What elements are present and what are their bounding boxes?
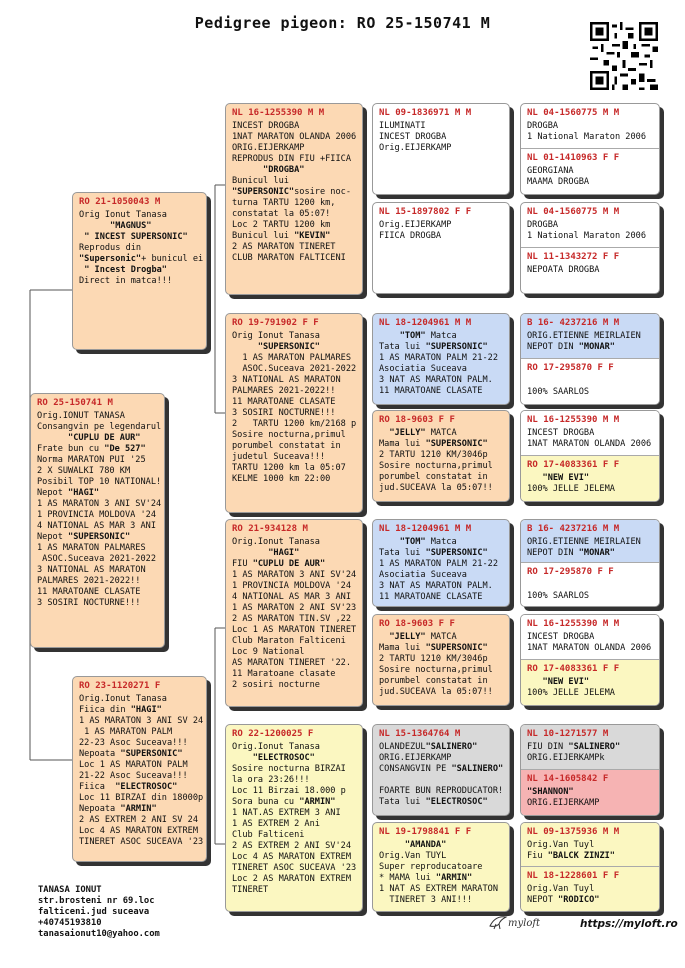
ring-number: B 16- 4237216 M M [527, 318, 620, 328]
page-title: Pedigree pigeon: RO 25-150741 M [194, 14, 491, 32]
pedigree-card-gen3-5[interactable] [372, 519, 510, 607]
pedigree-card-gen4-pair-7[interactable] [520, 724, 660, 816]
pigeon-description: INCEST DROGBA 1NAT MARATON OLANDA 2006 ORIG.EIJERKAMP REPRODUS DIN FIU +FIICA "DROGBA" Bunicul lui "SUPERSONIC"sosire noc- turna TARTU 1200 km, constatat la 05:07! Loc 2 TARTU 1200 km Bunicul lui "KEVIN" 2 AS MARATON TINERET CLUB MARATON FALTICENI [232, 121, 357, 263]
pigeon-description: "NEW EVI" 100% JELLE JELEMA [527, 473, 615, 494]
ring-number: NL 16-1255390 M M [527, 415, 620, 425]
pigeon-description: INCEST DROGBA 1NAT MARATON OLANDA 2006 [527, 632, 652, 653]
pedigree-entry[interactable] [521, 456, 659, 501]
pedigree-card-gen2-1[interactable] [225, 103, 363, 295]
pigeon-logo-icon [488, 914, 508, 930]
pigeon-description: NEPOATA DROGBA [527, 265, 600, 275]
pigeon-description: Orig Ionut Tanasa "SUPERSONIC" 1 AS MARATON PALMARES ASOC.Suceava 2021-2022 3 NATIONAL AS MARATON PALMARES 2021-2022!! 11 MARATOANE CLASATE 3 SOSIRI NOCTURNE!!! 2 TARTU 1200 km/2168 p Sosire nocturna,primul porumbel constatat in judetul Suceava!!! TARTU 1200 km la 05:07 KELME 1000 km 22:00 [232, 331, 357, 484]
pedigree-entry[interactable] [521, 248, 659, 293]
pedigree-entry[interactable] [521, 823, 659, 867]
ring-number: NL 18-1204961 M M [379, 318, 472, 328]
pedigree-entry[interactable] [521, 359, 659, 404]
pedigree-card-gen4-pair-2[interactable] [520, 202, 660, 294]
pigeon-description: 100% SAARLOS [527, 387, 590, 397]
ring-number: RO 22-1200025 F [232, 729, 314, 739]
ring-number: RO 18-9603 F F [379, 415, 455, 425]
ring-number: NL 18-1228601 F F [527, 871, 620, 881]
ring-number: NL 09-1375936 M M [527, 827, 620, 837]
pigeon-description: ORIG.ETIENNE MEIRLAIEN NEPOT DIN "MONAR" [527, 331, 641, 352]
ring-number: NL 19-1798841 F F [379, 827, 472, 837]
ring-number: RO 17-295870 F F [527, 363, 614, 373]
pedigree-card-gen4-pair-6[interactable] [520, 614, 660, 706]
ring-number: NL 10-1271577 M [527, 729, 609, 739]
ring-number: NL 04-1560775 M M [527, 207, 620, 217]
pigeon-description: "SHANNON" ORIG.EIJERKAMP [527, 787, 600, 808]
pedigree-card-gen4-pair-8[interactable] [520, 822, 660, 912]
pigeon-description: Orig.Ionut Tanasa "HAGI" FIU "CUPLU DE AUR" 1 AS MARATON 3 ANI SV'24 1 PROVINCIA MOLDOVA '24 4 NATIONAL AS MAR 3 ANI 1 AS MARATON 2 ANI SV'23 2 AS MARATON TIN.SV ,22 Loc 1 AS MARATON TINERET Club Maraton Falticeni Loc 9 National AS MARATON TINERET '22. 11 Maratoane clasate 2 sosiri nocturne [232, 537, 357, 690]
pigeon-description: Orig.Ionut Tanasa Fiica din "HAGI" 1 AS MARATON 3 ANI SV 24 1 AS MARATON PALM 22-23 Asoc Suceava!!! Nepoata "SUPERSONIC" Loc 1 AS MARATON PALM 21-22 Asoc Suceava!!! Fiica "ELECTROSOC" Loc 11 BIRZAI din 18000p Nepoata "ARMIN" 2 AS EXTREM 2 ANI SV 24 Loc 4 AS MARATON EXTREM TINERET ASOC SUCEAVA '23 [79, 694, 204, 847]
pedigree-entry[interactable] [521, 520, 659, 563]
pedigree-entry[interactable] [521, 203, 659, 248]
ring-number: RO 21-934128 M [232, 524, 308, 534]
pigeon-description: DROGBA 1 National Maraton 2006 [527, 220, 646, 241]
pigeon-description: "JELLY" MATCA Mama lui "SUPERSONIC" 2 TARTU 1210 KM/3046p Sosire nocturna,primul porumbel constatat in jud.SUCEAVA la 05:07!! [379, 428, 493, 493]
pedigree-card-gen3-4[interactable] [372, 410, 510, 502]
ring-number: RO 25-150741 M [37, 398, 113, 408]
pedigree-card-gen2-3[interactable] [225, 519, 363, 707]
pedigree-card-sire[interactable] [72, 192, 207, 350]
pedigree-entry[interactable] [521, 615, 659, 660]
ring-number: NL 18-1204961 M M [379, 524, 472, 534]
pedigree-card-gen3-7[interactable] [372, 724, 510, 816]
ring-number: RO 19-791902 F F [232, 318, 319, 328]
pedigree-card-gen3-3[interactable] [372, 313, 510, 405]
pedigree-card-gen4-pair-5[interactable] [520, 519, 660, 607]
pedigree-entry[interactable] [521, 563, 659, 606]
pedigree-entry[interactable] [521, 725, 659, 770]
pedigree-entry[interactable] [521, 411, 659, 456]
pedigree-entry[interactable] [521, 314, 659, 359]
ring-number: NL 15-1364764 M [379, 729, 461, 739]
pedigree-card-gen4-pair-3[interactable] [520, 313, 660, 405]
pigeon-description: Orig.IONUT TANASA Consangvin pe legendarul "CUPLU DE AUR" Frate bun cu "De 527" Norma MARATON PUI '25 2 X SUWALKI 780 KM Posibil TOP 10 NATIONAL! Nepot "HAGI" 1 AS MARATON 3 ANI SV'24 1 PROVINCIA MOLDOVA '24 4 NATIONAL AS MAR 3 ANI Nepot "SUPERSONIC" 1 AS MARATON PALMARES ASOC.Suceava 2021-2022 3 NATIONAL AS MARATON PALMARES 2021-2022!! 11 MARATOANE CLASATE 3 SOSIRI NOCTURNE!!! [37, 411, 162, 608]
ring-number: NL 11-1343272 F F [527, 252, 620, 262]
ring-number: RO 17-4083361 F F [527, 460, 620, 470]
ring-number: NL 15-1897802 F F [379, 207, 472, 217]
pigeon-description: Orig.Ionut Tanasa "ELECTROSOC" Sosire nocturna BIRZAI la ora 23:26!!! Loc 11 Birzai 18.000 p Sora buna cu "ARMIN" 1 NAT.AS EXTREM 3 ANI 1 AS EXTREM 2 Ani Club Falticeni 2 AS EXTREM 2 ANI SV'24 Loc 4 AS MARATON EXTREM TINERET ASOC SUCEAVA '23 Loc 2 AS MARATON EXTREM TINERET [232, 742, 357, 895]
pedigree-card-gen4-pair-1[interactable] [520, 103, 660, 195]
pedigree-card-gen2-4[interactable] [225, 724, 363, 912]
pigeon-description: "TOM" Matca Tata lui "SUPERSONIC" 1 AS MARATON PALM 21-22 Asociatia Suceava 3 NAT AS MARATON PALM. 11 MARATOANE CLASATE [379, 331, 498, 396]
pedigree-card-gen3-2[interactable] [372, 202, 510, 294]
pigeon-description: "TOM" Matca Tata lui "SUPERSONIC" 1 AS MARATON PALM 21-22 Asociatia Suceava 3 NAT AS MARATON PALM. 11 MARATOANE CLASATE [379, 537, 498, 602]
ring-number: RO 18-9603 F F [379, 619, 455, 629]
ring-number: NL 01-1410963 F F [527, 153, 620, 163]
pigeon-description: OLANDEZUL"SALINERO" ORIG.EIJERKAMP CONSANGVIN PE "SALINERO" FOARTE BUN REPRODUCATOR! Tata lui "ELECTROSOC" [379, 742, 504, 807]
website-link[interactable]: https://myloft.ro [580, 918, 678, 930]
pigeon-description: Orig Ionut Tanasa "MAGNUS" " INCEST SUPERSONIC" Reprodus din "Supersonic"+ bunicul ei " Incest Drogba" Direct in matca!!! [79, 210, 204, 286]
pigeon-description: DROGBA 1 National Maraton 2006 [527, 121, 646, 142]
owner-contact: TANASA IONUT str.brosteni nr 69.loc falticeni.jud suceava +40745193810 tanasaionut10@yahoo.com [38, 885, 160, 939]
pigeon-description: INCEST DROGBA 1NAT MARATON OLANDA 2006 [527, 428, 652, 449]
ring-number: RO 21-1050043 M [79, 197, 161, 207]
ring-number: NL 09-1836971 M M [379, 108, 472, 118]
pedigree-card-gen3-6[interactable] [372, 614, 510, 706]
pedigree-card-gen3-8[interactable] [372, 822, 510, 912]
pigeon-description: ILUMINATI INCEST DROGBA Orig.EIJERKAMP [379, 121, 452, 153]
pigeon-description: "AMANDA" Orig.Van TUYL Super reproducatoare * MAMA lui "ARMIN" 1 NAT AS EXTREM MARATON TINERET 3 ANI!!! [379, 840, 498, 905]
pedigree-entry[interactable] [521, 104, 659, 149]
ring-number: B 16- 4237216 M M [527, 524, 620, 534]
ring-number: NL 04-1560775 M M [527, 108, 620, 118]
ring-number: RO 17-4083361 F F [527, 664, 620, 674]
ring-number: RO 17-295870 F F [527, 567, 614, 577]
pedigree-entry[interactable] [521, 660, 659, 705]
pigeon-description: "NEW EVI" 100% JELLE JELEMA [527, 677, 615, 698]
ring-number: RO 23-1120271 F [79, 681, 161, 691]
pedigree-card-gen3-1[interactable] [372, 103, 510, 195]
pedigree-entry[interactable] [521, 770, 659, 815]
pedigree-card-gen2-2[interactable] [225, 313, 363, 513]
pedigree-entry[interactable] [521, 867, 659, 911]
pigeon-description: Orig.Van Tuyl NEPOT "RODICO" [527, 884, 600, 905]
pigeon-description: ORIG.ETIENNE MEIRLAIEN NEPOT DIN "MONAR" [527, 537, 641, 558]
pigeon-description: 100% SAARLOS [527, 591, 590, 601]
pedigree-entry[interactable] [521, 149, 659, 194]
pigeon-description: GEORGIANA MAAMA DROGBA [527, 166, 590, 187]
brand-name: myloft [508, 918, 541, 929]
ring-number: NL 16-1255390 M M [232, 108, 325, 118]
pedigree-card-gen4-pair-4[interactable] [520, 410, 660, 502]
ring-number: NL 16-1255390 M M [527, 619, 620, 629]
pedigree-card-dam[interactable] [72, 676, 207, 862]
pedigree-card-subject[interactable] [30, 393, 165, 648]
pigeon-description: FIU DIN "SALINERO" ORIG.EIJERKAMPk [527, 742, 621, 763]
pigeon-description: "JELLY" MATCA Mama lui "SUPERSONIC" 2 TARTU 1210 KM/3046p Sosire nocturna,primul porumbel constatat in jud.SUCEAVA la 05:07!! [379, 632, 493, 697]
ring-number: NL 14-1605842 F [527, 774, 609, 784]
pigeon-description: Orig.EIJERKAMP FIICA DROGBA [379, 220, 452, 241]
pigeon-description: Orig.Van Tuyl Fiu "BALCK ZINZI" [527, 840, 615, 861]
